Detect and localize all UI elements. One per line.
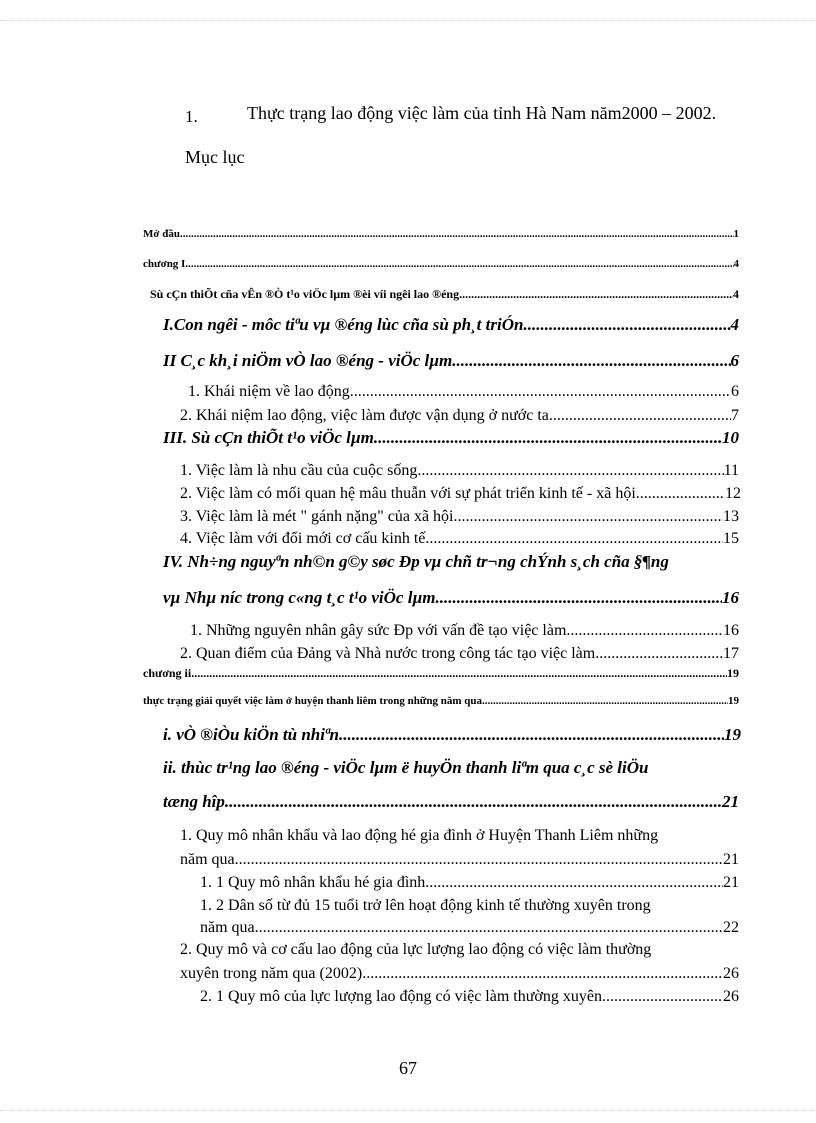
heading-title: Thực trạng lao động việc làm của tỉnh Hà Nam năm2000 – 2002. [247,103,717,123]
toc-entry-1-2-dan-so-line2[interactable]: năm qua ..... 22 [200,919,739,937]
toc-entry-quan-diem[interactable]: 2. Quan điểm của Đảng và Nhà nước trong công tác tạo việc làm ..... 17 [180,645,739,663]
toc-entry-dieu-kien-tu-nhien[interactable]: i. vÒ ®iÒu kiÖn tù nhiªn ..... 19 [163,725,741,745]
toc-entry-chuong-1[interactable]: chương I ..... 4 [143,258,739,270]
toc-entry-mo-dau[interactable]: Mở đầu ..... 1 [143,228,739,240]
toc-entry-2-quy-mo-co-cau-line2[interactable]: xuyên trong năm qua (2002) ..... 26 [180,965,739,983]
toc-entry-viec-lam-nhu-cau[interactable]: 1. Việc làm là nhu cầu của cuộc sống ..... 11 [180,462,739,480]
toc-entry-ganh-nang[interactable]: 3. Việc làm là mét " gánh nặng" của xã hội ..... 13 [180,508,739,526]
toc-entry-viec-lam-mau-thuan[interactable]: 2. Việc làm có mối quan hệ mâu thuẫn với sự phát triển kinh tế - xã hội ..... 12 [180,485,741,503]
toc-entry-2-quy-mo-co-cau-line1[interactable]: 2. Quy mô và cơ cấu lao động của lực lượng lao động có việc làm thường [180,941,652,958]
toc-entry-su-can-thiet-tao-viec-lam[interactable]: III. Sù cÇn thiÕt t¹o viÖc lµm ..... 10 [163,428,739,448]
page-number: 67 [399,1058,417,1078]
toc-entry-su-can-thiet[interactable]: Sù cÇn thiÕt cña vÊn ®Ò t¹o viÖc lµm ®èi víi ngêi lao ®éng ..... 4 [150,287,739,302]
heading-number: 1. [185,107,198,126]
toc-entry-1-khai-niem-lao-dong[interactable]: 1. Khái niệm về lao động ..... 6 [188,383,739,401]
toc-entry-thuc-trang-lao-dong-line1[interactable]: ii. thùc tr¹ng lao ®éng - viÖc lµm ë huyÖn thanh liªm qua c¸c sè liÖu [163,758,649,777]
toc-entry-thuc-trang-giai-quyet[interactable]: thực trạng giải quyết việc làm ở huyện thanh liêm trong những năm qua ..... 19 [143,695,739,707]
toc-entry-thuc-trang-lao-dong-line2[interactable]: tæng hîp ..... 21 [163,792,739,812]
toc-entry-nhung-nguyen-nhan[interactable]: 1. Những nguyên nhân gây sức Đp với vấn đề tạo việc làm ..... 16 [190,622,739,640]
bottom-dotted-border [0,1110,816,1111]
toc-entry-doi-moi-co-cau[interactable]: 4. Việc làm với đổi mới cơ cấu kinh tế ..... 15 [180,530,739,548]
toc-entry-chuong-2[interactable]: chương ii ..... 19 [143,666,739,681]
toc-entry-1-1-quy-mo[interactable]: 1. 1 Quy mô nhân khẩu hé gia đình ..... 21 [200,874,739,892]
toc-entry-khai-niem[interactable]: II C¸c kh¸i niÖm vÒ lao ®éng - viÖc lµm ..... 6 [163,351,739,371]
toc-entry-1-2-dan-so-line1[interactable]: 1. 2 Dân số từ đủ 15 tuổi trở lên hoạt động kinh tế thường xuyên trong [200,897,651,914]
toc-entry-2-khai-niem[interactable]: 2. Khái niệm lao động, việc làm được vận dụng ở nước ta ..... 7 [180,407,739,425]
toc-entry-quy-mo-nhan-khau-line1[interactable]: 1. Quy mô nhân khẩu và lao động hé gia đình ở Huyện Thanh Liêm những [180,827,659,844]
toc-title: Mục lục [185,147,245,167]
toc-entry-nguyen-nhan-line2[interactable]: vµ Nhµ níc trong c«ng t¸c t¹o viÖc lµm ..... 16 [163,588,739,608]
toc-entry-con-nguoi[interactable]: I.Con ngêi - môc tiªu vµ ®éng lùc cña sù ph¸t triÓn ..... 4 [163,315,739,335]
toc-entry-quy-mo-nhan-khau-line2[interactable]: năm qua ..... 21 [180,851,739,869]
toc-entry-2-1-quy-mo[interactable]: 2. 1 Quy mô của lực lượng lao động có việc làm thường xuyên ..... 26 [200,988,739,1006]
toc-entry-nguyen-nhan-line1[interactable]: IV. Nh÷ng nguyªn nh©n g©y søc Đp vµ chñ tr¬ng chÝnh s¸ch cña §¶ng [163,552,669,571]
top-dotted-border [0,20,816,21]
